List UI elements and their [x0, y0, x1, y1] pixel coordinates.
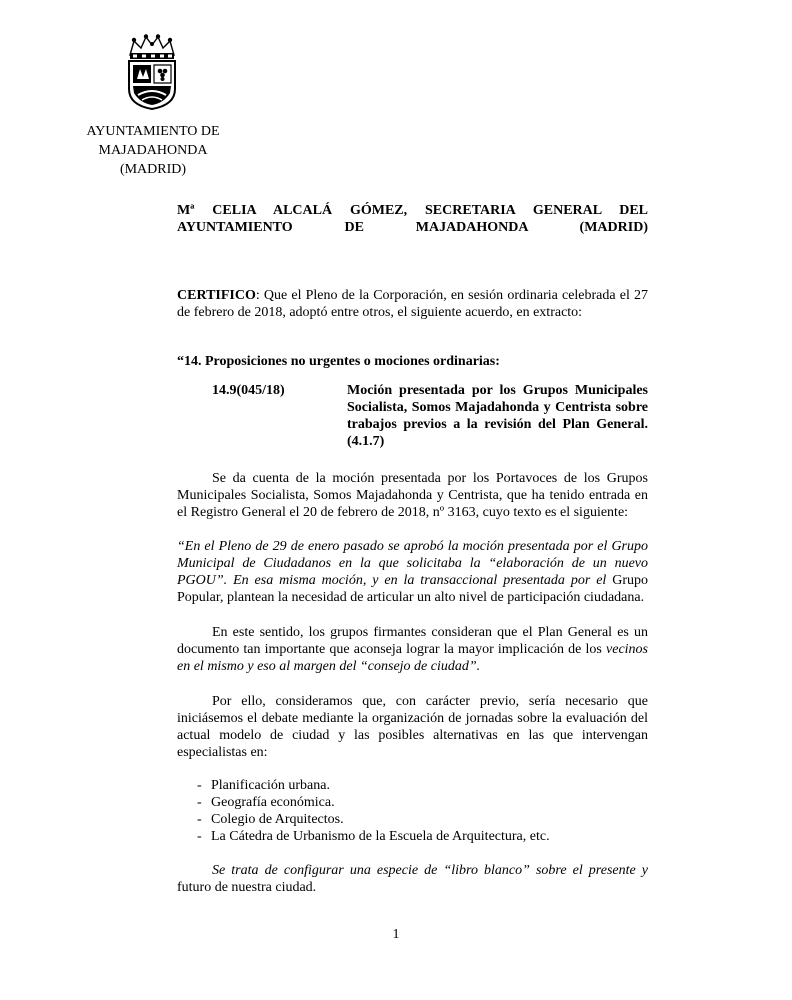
list-item: - Planificación urbana.: [197, 778, 330, 793]
municipality-line-2: MAJADAHONDA: [98, 143, 208, 158]
paragraph-intro: Se da cuenta de la moción presentada por los Portavoces de los Grupos Municipales Socialista, Somos Majadahonda y Centrista, que ha tenido entrada en el Registro General el 20 de febrero de 2018, nº 3163, cuyo texto es el siguiente:: [177, 471, 648, 520]
coat-of-arms-icon: [124, 33, 180, 111]
list-item-text: La Cátedra de Urbanismo de la Escuela de Arquitectura, etc.: [211, 829, 550, 844]
list-item-text: Geografía económica.: [211, 795, 335, 810]
document-body: [177, 202, 648, 896]
motion-number: 14.9(045/18): [212, 383, 285, 398]
motion-title: Moción presentada por los Grupos Municipales Socialista, Somos Majadahonda y Centrista sobre trabajos previos a la revisión del Plan General. (4.1.7): [347, 383, 648, 449]
certifico-paragraph: [177, 287, 648, 321]
p4-italic-text: Se trata de configurar una especie de “libro blanco” sobre el presente y: [212, 863, 648, 878]
quote-italic-text: “En el Pleno de 29 de enero pasado se aprobó la moción presentada por el Grupo Municipal de Ciudadanos en la que solicitaba la “elaboración de un nuevo PGOU”. En esa misma moción, y en la transaccional presentada por el: [177, 539, 648, 588]
p2-italic-text: vecinos en el mismo y eso al margen del “consejo de ciudad”.: [177, 642, 648, 674]
list-item: - La Cátedra de Urbanismo de la Escuela de Arquitectura, etc.: [197, 829, 550, 844]
municipality-name: [78, 122, 228, 179]
certifico-label: CERTIFICO: [177, 288, 256, 303]
list-item: - Colegio de Arquitectos.: [197, 812, 344, 827]
quote-normal-text: Grupo Popular, plantean la necesidad de articular un alto nivel de participación ciudadana.: [177, 573, 648, 605]
motion-item: [177, 382, 648, 450]
list-item: - Geografía económica.: [197, 795, 335, 810]
p4-normal-text: futuro de nuestra ciudad.: [177, 880, 317, 895]
page-number: 1: [392, 927, 400, 942]
paragraph-libro-blanco: [177, 862, 648, 896]
document-heading: Mª CELIA ALCALÁ GÓMEZ, SECRETARIA GENERAL DEL AYUNTAMIENTO DE MAJADAHONDA (MADRID): [177, 203, 648, 235]
list-item-text: Colegio de Arquitectos.: [211, 812, 344, 827]
list-item-text: Planificación urbana.: [211, 778, 330, 793]
specialists-list: [177, 777, 648, 845]
certifico-text: : Que el Pleno de la Corporación, en sesión ordinaria celebrada el 27 de febrero de 2018, adoptó entre otros, el siguiente acuerdo, en extracto:: [177, 288, 648, 320]
paragraph-plan-general: [177, 624, 648, 675]
p2-normal-text: En este sentido, los grupos firmantes consideran que el Plan General es un documento tan importante que aconseja lograr la mayor implicación de los: [177, 625, 648, 657]
paragraph-quote: [177, 538, 648, 606]
section-title: “14. Proposiciones no urgentes o mociones ordinarias:: [177, 354, 500, 369]
municipality-line-3: (MADRID): [119, 162, 187, 177]
municipality-line-1: AYUNTAMIENTO DE: [86, 124, 220, 139]
paragraph-jornadas: Por ello, consideramos que, con carácter previo, sería necesario que iniciásemos el debate mediante la organización de jornadas sobre la evaluación del actual modelo de ciudad y las posibles alternativas en las que intervengan especialistas en:: [177, 694, 648, 760]
